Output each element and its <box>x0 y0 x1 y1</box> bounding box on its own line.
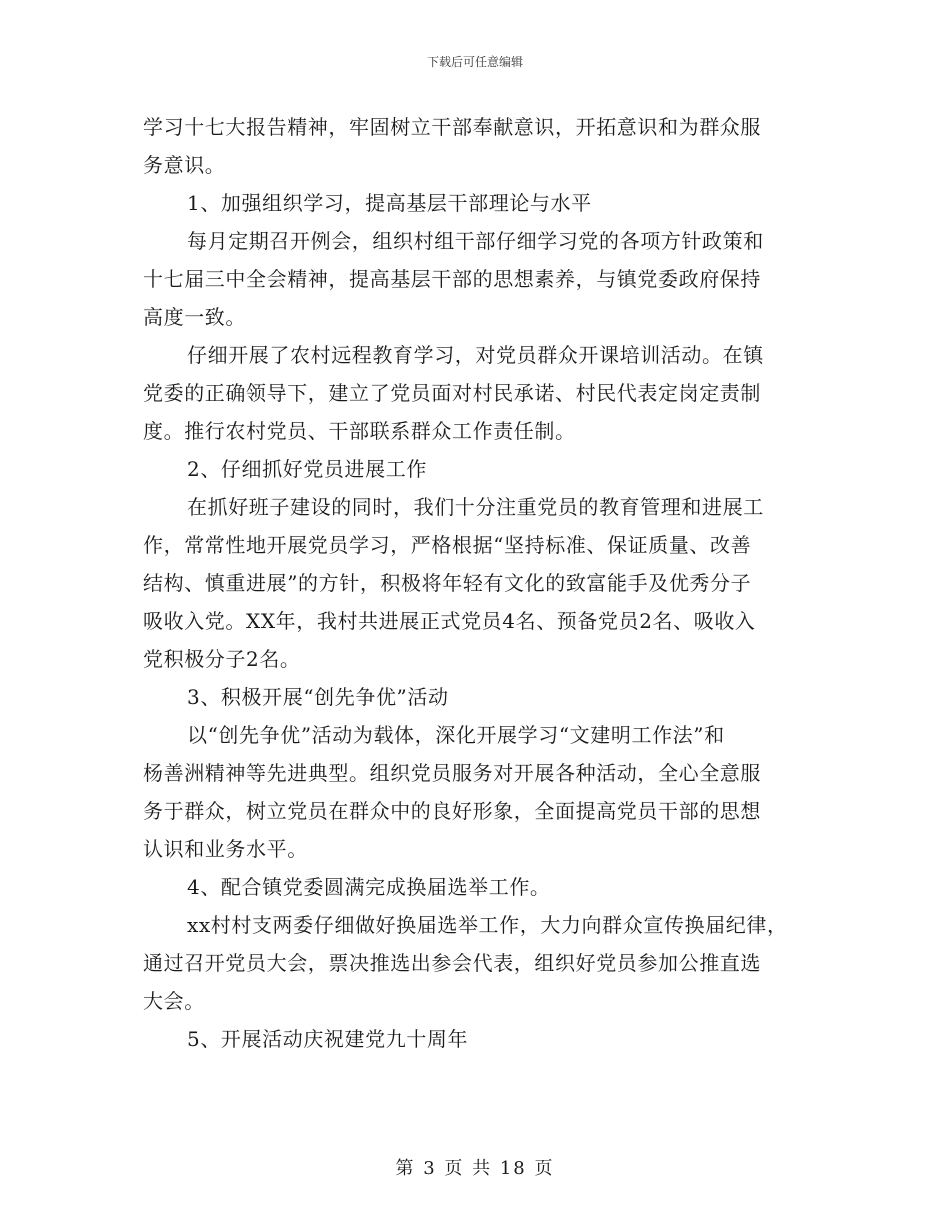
section-heading: 4、配合镇党委圆满完成换届选举工作。 <box>187 875 551 899</box>
page-number: 第 3 页 共 18 页 <box>395 1158 555 1179</box>
paragraph: xx村村支两委仔细做好换届选举工作，大力向群众宣传换届纪律， 通过召开党员大会，票决推选出参会代表，组织好党员参加公推直选 大会。 <box>143 913 788 1013</box>
section-heading: 5、开展活动庆祝建党九十周年 <box>187 1027 469 1051</box>
paragraph: 在抓好班子建设的同时，我们十分注重党员的教育管理和进展工 作，常常性地开展党员学习，严格根据“坚持标准、保证质量、改善 结构、慎重进展”的方针，积极将年轻有文化的致富能手及优秀分子 吸收入党。XX年，我村共进展正式党员4名、预备党员2名、吸收入 党积极分子2名。 <box>143 495 764 671</box>
section-heading: 3、积极开展“创先争优”活动 <box>187 685 449 709</box>
paragraph: 以“创先争优”活动为载体，深化开展学习“文建明工作法”和 杨善洲精神等先进典型。组织党员服务对开展各种活动，全心全意服 务于群众，树立党员在群众中的良好形象，全面提高党员干部的思想 认识和业务水平。 <box>143 723 761 861</box>
section-heading: 1、加强组织学习，提高基层干部理论与水平 <box>187 191 592 215</box>
paragraph: 每月定期召开例会，组织村组干部仔细学习党的各项方针政策和 十七届三中全会精神，提高基层干部的思想素养，与镇党委政府保持 高度一致。 <box>143 229 764 329</box>
document-body <box>143 108 803 1058</box>
paragraph: 仔细开展了农村远程教育学习，对党员群众开课培训活动。在镇 党委的正确领导下，建立了党员面对村民承诺、村民代表定岗定责制 度。推行农村党员、干部联系群众工作责任制。 <box>143 343 764 443</box>
paragraph: 学习十七大报告精神，牢固树立干部奉献意识，开拓意识和为群众服 务意识。 <box>143 115 761 177</box>
section-heading: 2、仔细抓好党员进展工作 <box>187 457 427 481</box>
page-header-note: 下载后可任意编辑 <box>426 55 523 69</box>
